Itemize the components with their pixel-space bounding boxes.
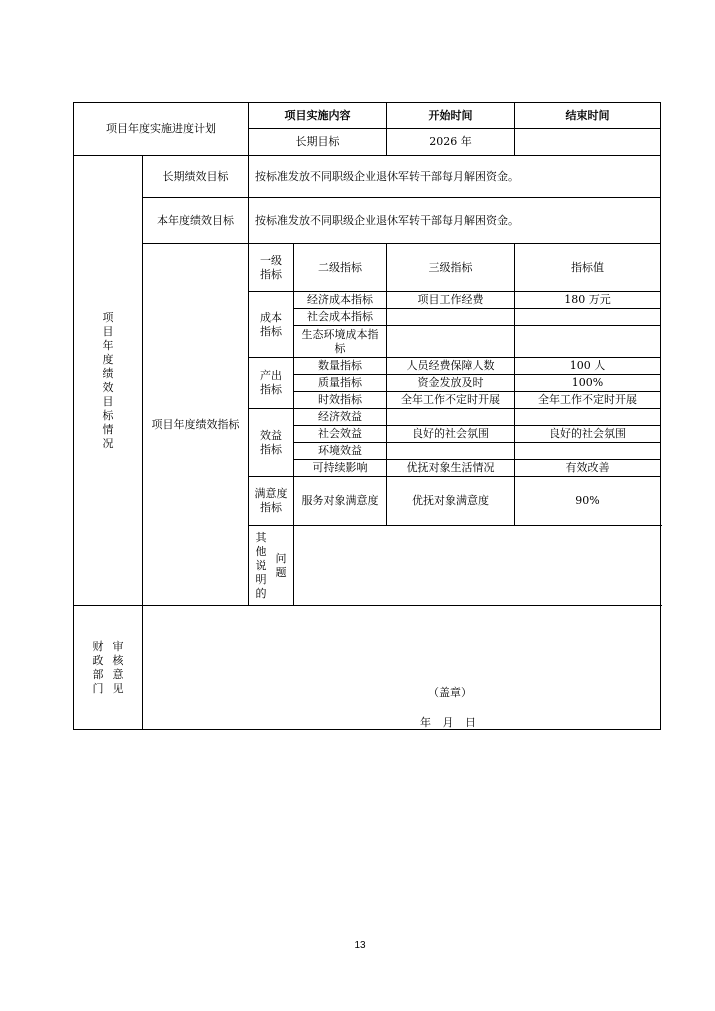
level3-cell [387, 309, 515, 326]
long-term-label: 长期绩效目标 [143, 156, 249, 198]
level2-cell: 社会效益 [294, 426, 387, 443]
plan-content-cell: 长期目标 [249, 129, 387, 156]
level3-cell [387, 326, 515, 358]
annual-target-text: 按标准发放不同职级企业退休军转干部每月解困资金。 [249, 198, 661, 244]
plan-end-cell [515, 129, 661, 156]
level3-cell [387, 409, 515, 426]
level2-cell: 环境效益 [294, 443, 387, 460]
level3-cell: 项目工作经费 [387, 292, 515, 309]
level3-header: 三级指标 [387, 244, 515, 292]
value-header: 指标值 [515, 244, 661, 292]
value-cell: 100% [515, 375, 661, 392]
level2-cell: 数量指标 [294, 358, 387, 375]
plan-start-cell: 2026 年 [387, 129, 515, 156]
level2-cell: 可持续影响 [294, 460, 387, 477]
level3-cell: 优抚对象生活情况 [387, 460, 515, 477]
value-cell [515, 326, 661, 358]
level2-cell: 生态环境成本指标 [294, 326, 387, 358]
page-number: 13 [354, 940, 366, 951]
finance-review-label: 财政部门 审核意见 [74, 606, 143, 730]
value-cell [515, 443, 661, 460]
other-notes-label: 其他说明的 问题 [249, 526, 294, 606]
level3-cell: 资金发放及时 [387, 375, 515, 392]
level2-cell: 时效指标 [294, 392, 387, 409]
plan-start-header: 开始时间 [387, 103, 515, 129]
level1-header: 一级指标 [249, 244, 294, 292]
group-benefit: 效益指标 [249, 409, 294, 477]
plan-content-header: 项目实施内容 [249, 103, 387, 129]
perf-section-label: 项目年度绩效目标情况 [74, 156, 143, 606]
level2-header: 二级指标 [294, 244, 387, 292]
seal-text: （盖章） [428, 686, 472, 699]
annual-target-label: 本年度绩效目标 [143, 198, 249, 244]
value-cell: 90% [515, 477, 661, 526]
level2-cell: 质量指标 [294, 375, 387, 392]
group-output: 产出指标 [249, 358, 294, 409]
level2-cell: 经济成本指标 [294, 292, 387, 309]
plan-label: 项目年度实施进度计划 [74, 103, 249, 156]
other-notes-cell [294, 526, 661, 606]
date-line: 年 月 日 [420, 716, 476, 729]
level2-cell: 社会成本指标 [294, 309, 387, 326]
annual-indicator-label: 项目年度绩效指标 [143, 244, 249, 606]
value-cell: 有效改善 [515, 460, 661, 477]
level3-cell: 良好的社会氛围 [387, 426, 515, 443]
group-cost: 成本指标 [249, 292, 294, 358]
finance-review-cell [143, 606, 661, 730]
level3-cell: 人员经费保障人数 [387, 358, 515, 375]
level2-cell: 服务对象满意度 [294, 477, 387, 526]
plan-end-header: 结束时间 [515, 103, 661, 129]
value-cell [515, 309, 661, 326]
group-satisfaction: 满意度指标 [249, 477, 294, 526]
performance-target-table [73, 102, 661, 730]
value-cell: 100 人 [515, 358, 661, 375]
level3-cell [387, 443, 515, 460]
value-cell: 180 万元 [515, 292, 661, 309]
level2-cell: 经济效益 [294, 409, 387, 426]
level3-cell: 优抚对象满意度 [387, 477, 515, 526]
value-cell: 全年工作不定时开展 [515, 392, 661, 409]
value-cell: 良好的社会氛围 [515, 426, 661, 443]
long-term-text: 按标准发放不同职级企业退休军转干部每月解困资金。 [249, 156, 661, 198]
value-cell [515, 409, 661, 426]
level3-cell: 全年工作不定时开展 [387, 392, 515, 409]
